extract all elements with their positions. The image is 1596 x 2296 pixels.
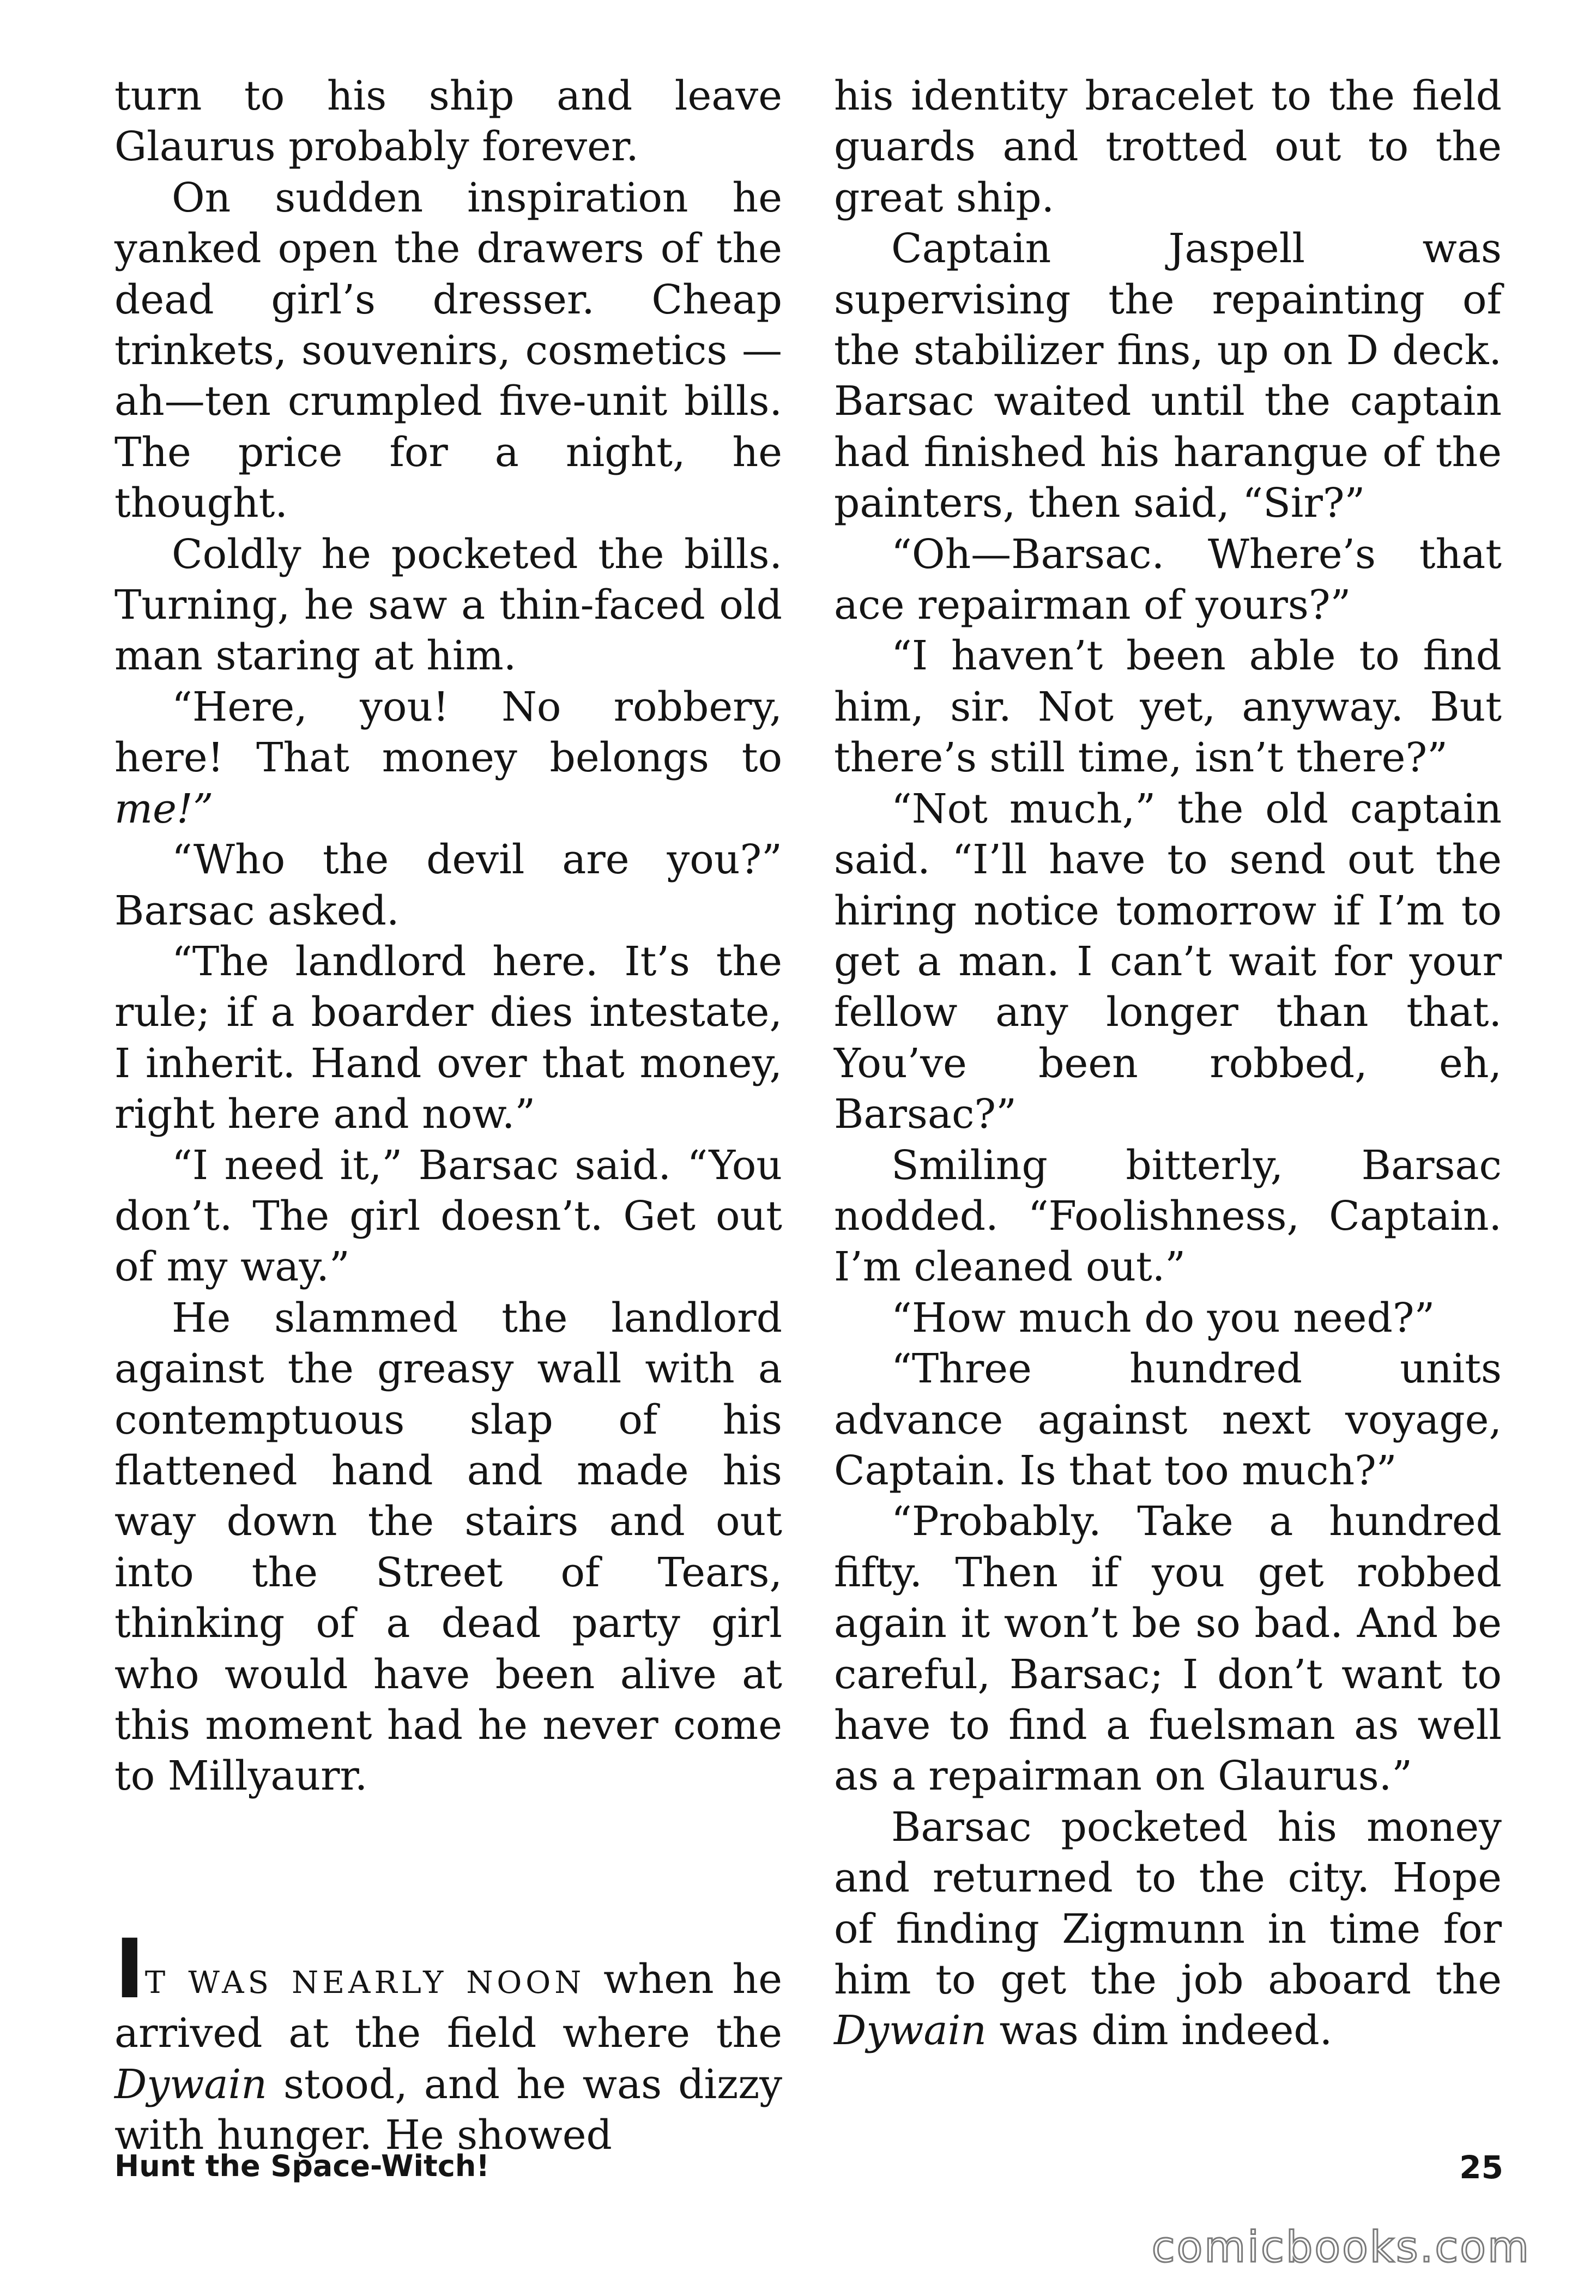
running-title: Hunt the Space-Witch! [114, 2149, 489, 2183]
paragraph-text: “Here, you! No robbery, here! That money belongs to [114, 683, 782, 782]
paragraph: “I need it,” Barsac said. “You don’t. The girl doesn’t. Get out of my way.” [114, 1141, 782, 1291]
paragraph [834, 1802, 1502, 2057]
paragraph: “Not much,” the old captain said. “I’ll have to send out the hiring notice tomorrow if I’m to get a man. I can’t wait for your fellow any longer than that. You’ve been robbed, eh, Barsac?” [834, 785, 1502, 1138]
paragraph: “How much do you need?” [891, 1294, 1435, 1342]
paragraph-text: was dim indeed. [999, 2007, 1333, 2055]
paragraph: Captain Jaspell was supervising the repainting of the stabilizer fins, up on D deck. Barsac waited until the captain had finished his harangue of the painters, then said, “Sir?” [834, 225, 1502, 527]
paragraph: “Who the devil are you?” Barsac asked. [114, 836, 782, 934]
paragraph-text: when he arrived at the field where the [114, 1955, 782, 2057]
paragraph: Smiling bitterly, Barsac nodded. “Foolishness, Captain. I’m cleaned out.” [834, 1141, 1502, 1291]
emphasis-text: me!” [114, 785, 214, 832]
drop-cap: I [114, 1922, 145, 2017]
watermark: comicbooks.com [1151, 2223, 1531, 2272]
paragraph: Coldly he pocketed the bills. Turning, he saw a thin-faced old man staring at him. [114, 530, 782, 680]
paragraph: “Probably. Take a hundred fifty. Then if you get robbed again it won’t be so bad. And be careful, Barsac; I don’t want to have to find a fuelsman as well as a repairman on Glaurus.” [834, 1498, 1502, 1800]
paragraph: his identity bracelet to the field guards and trotted out to the great ship. [834, 72, 1502, 221]
paragraph-text: stood, and he was dizzy with hunger. He showed [114, 2061, 782, 2159]
paragraph: “Three hundred units advance against next voyage, Captain. Is that too much?” [834, 1345, 1502, 1494]
paragraph [114, 682, 782, 835]
section-lead-in: T WAS NEARLY NOON [144, 1965, 585, 2001]
paragraph: He slammed the landlord against the greasy wall with a contemptuous slap of his flattened hand and made his way down the stairs and out into the Street of Tears, thinking of a dead party girl who would have been alive at this moment had he never come to Millyaurr. [114, 1294, 782, 1800]
paragraph: On sudden inspiration he yanked open the drawers of the dead girl’s dresser. Cheap trinkets, souvenirs, cosmetics —ah—ten crumpled five-unit bills. The price for a night, he thought. [114, 174, 782, 527]
paragraph: turn to his ship and leave Glaurus probably forever. [114, 72, 782, 171]
page-number: 25 [1459, 2149, 1503, 2186]
section-opening-paragraph [114, 1922, 782, 2161]
right-text-column [834, 71, 1502, 2057]
paragraph: “I haven’t been able to find him, sir. Not yet, anyway. But there’s still time, isn’t there?” [834, 632, 1502, 782]
paragraph: “The landlord here. It’s the rule; if a boarder dies intestate, I inherit. Hand over that money, right here and now.” [114, 938, 782, 1138]
paragraph-text: Barsac pocketed his money and returned to the city. Hope of finding Zigmunn in time for him to get the job aboard the [834, 1803, 1502, 2004]
paragraph: “Oh—Barsac. Where’s that ace repairman of yours?” [834, 530, 1502, 629]
ship-name: Dywain [114, 2061, 267, 2108]
ship-name: Dywain [834, 2007, 987, 2055]
left-text-column [114, 71, 782, 2161]
